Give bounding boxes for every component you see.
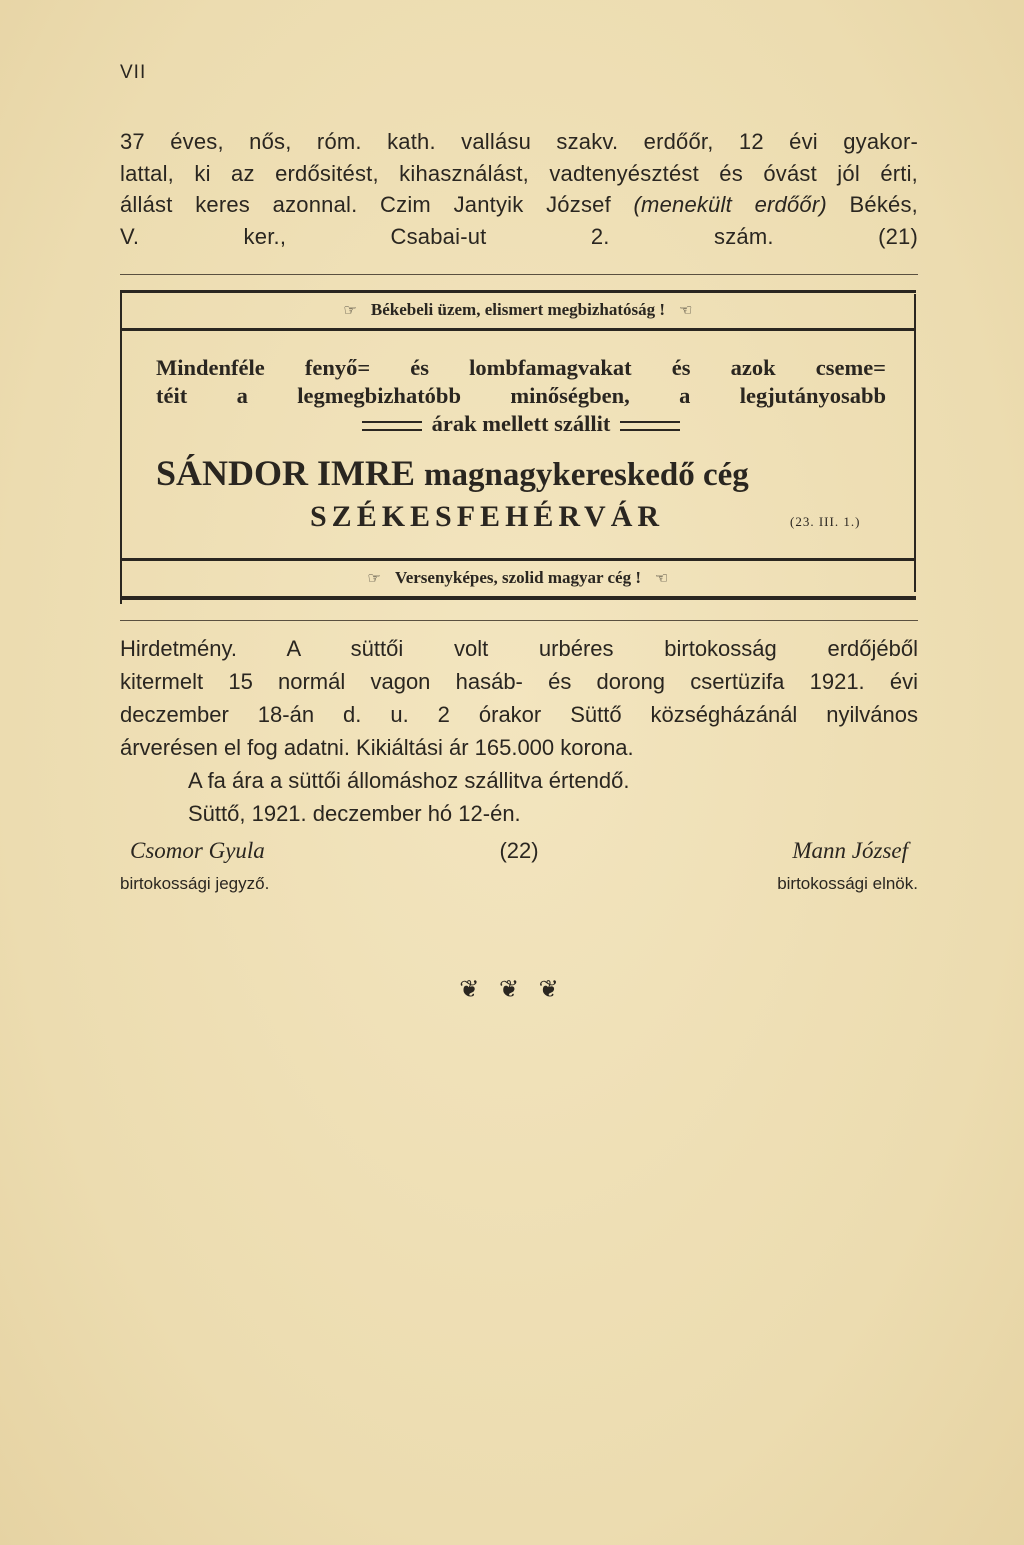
ad-code: (23. III. 1.) <box>790 514 861 529</box>
announcement-text: A süttői volt urbéres birtokosság erdőjéből <box>286 636 918 661</box>
announcement-heading: Hirdetmény. <box>120 636 237 661</box>
signature-left-name: Csomor Gyula <box>130 838 265 863</box>
firm-description: magnagykereskedő cég <box>424 457 749 493</box>
signature-left-title: birtokossági jegyző. <box>120 874 270 893</box>
ad-top-tagline <box>120 300 916 320</box>
announcement-line: árverésen el fog adatni. Kikiáltási ár 165.000 korona. <box>120 735 634 760</box>
pointing-hand-right-icon: ☞ <box>343 301 357 319</box>
divider <box>120 274 918 275</box>
announcement-line <box>120 632 918 665</box>
ad-bottom-tagline <box>120 568 916 588</box>
signature-right-name: Mann József <box>792 838 908 863</box>
ad-body-line <box>156 410 886 438</box>
divider <box>120 620 918 621</box>
notice-line: 37 éves, nős, róm. kath. vallásu szakv. erdőőr, 12 évi gyakor- <box>120 129 918 154</box>
ad-body-line: téit a legmegbizhatóbb minőségben, a legjutányosabb <box>156 383 886 408</box>
ad-body <box>156 354 886 438</box>
ad-border-bottom <box>120 596 916 600</box>
ad-border-top <box>120 290 916 293</box>
announcement-line: Süttő, 1921. deczember hó 12-én. <box>188 801 521 826</box>
ornament-fleuron-icon: ❦ ❦ ❦ <box>459 975 565 1003</box>
ad-rule <box>120 328 916 331</box>
auction-announcement <box>120 632 918 830</box>
announcement-line: A fa ára a süttői állomáshoz szállitva értendő. <box>188 768 630 793</box>
ad-border-left <box>120 290 122 604</box>
firm-name-line <box>156 452 886 494</box>
double-rule <box>362 421 422 431</box>
job-seeking-notice <box>120 126 918 252</box>
tagline-text: Versenyképes, szolid magyar cég ! <box>394 568 641 587</box>
page-number: VII <box>120 62 147 83</box>
ad-rule <box>120 558 916 561</box>
announcement-reference: (22) <box>499 838 539 863</box>
ad-body-text: árak mellett szállit <box>431 411 611 436</box>
notice-line <box>120 221 918 253</box>
notice-line: lattal, ki az erdősitést, kihasználást, vadtenyésztést és óvást jól érti, <box>120 160 918 186</box>
ad-body-line: Mindenféle fenyő= és lombfamagvakat és azok cseme= <box>156 355 886 380</box>
signature-right-title: birtokossági elnök. <box>777 874 918 893</box>
firm-city: SZÉKESFEHÉRVÁR <box>310 500 665 533</box>
notice-address: V. ker., Csabai-ut 2. szám. <box>120 223 774 249</box>
firm-name: SÁNDOR IMRE <box>156 453 416 493</box>
notice-italic-text: (menekült erdőőr) <box>633 192 827 217</box>
announcement-line: kitermelt 15 normál vagon hasáb- és dorong csertüzifa 1921. évi <box>120 669 918 694</box>
pointing-hand-right-icon: ☞ <box>367 569 381 587</box>
tagline-text: Békebeli üzem, elismert megbizhatóság ! <box>370 300 666 319</box>
double-rule <box>620 421 680 431</box>
pointing-hand-left-icon: ☜ <box>655 569 669 587</box>
pointing-hand-left-icon: ☜ <box>679 301 693 319</box>
notice-line <box>120 189 918 221</box>
notice-text: Békés, <box>849 192 918 217</box>
ad-border-right <box>914 294 916 592</box>
announcement-line: deczember 18-án d. u. 2 órakor Süttő községházánál nyilvános <box>120 702 918 727</box>
notice-reference: (21) <box>878 223 918 249</box>
notice-text: állást keres azonnal. Czim Jantyik József <box>120 192 611 217</box>
advertisement-box <box>120 290 916 604</box>
